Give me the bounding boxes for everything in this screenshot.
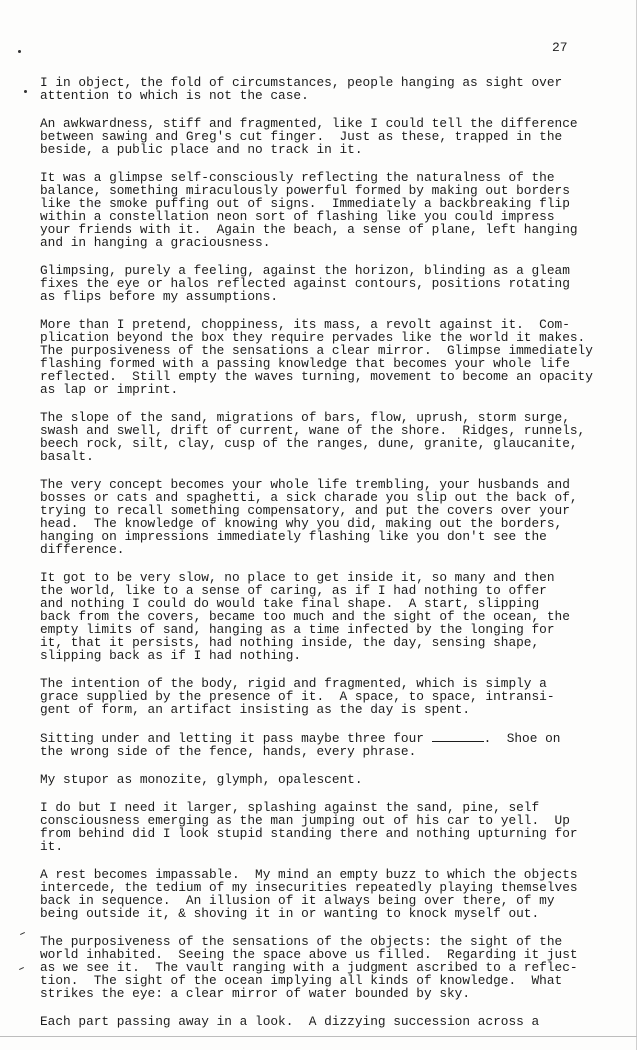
text-line: world inhabited. Seeing the space above us filled. Regarding it just (40, 947, 578, 962)
text-line: difference. (40, 542, 125, 557)
text-line: attention to which is not the case. (40, 88, 309, 103)
margin-mark (18, 50, 21, 53)
text-line: bosses or cats and spaghetti, a sick charade you slip out the back of, (40, 490, 578, 505)
text-line: from behind did I look stupid standing there and nothing upturning for (40, 826, 578, 841)
text-line: The purposiveness of the sensations of the objects: the sight of the (40, 934, 563, 949)
text-line: reflected. Still empty the waves turning, movement to become an opacity (40, 369, 593, 384)
paragraph (40, 478, 580, 556)
text-line: within a constellation neon sort of flashing like you could impress (40, 209, 555, 224)
text-line: My stupor as monozite, glymph, opalescent. (40, 772, 363, 787)
text-line: back from the covers, became too much and the sight of the ocean, the (40, 609, 570, 624)
text-line: consciousness emerging as the man jumping out of his car to yell. Up (40, 813, 570, 828)
page-bottom-edge (0, 1036, 637, 1037)
text-line: plication beyond the box they require pervades like the world it makes. (40, 330, 586, 345)
text-line: back in sequence. An illusion of it always being over there, of my (40, 893, 555, 908)
text-line: It got to be very slow, no place to get inside it, so many and then (40, 570, 555, 585)
paragraph (40, 410, 586, 464)
paragraph (40, 571, 580, 662)
text-line-start: Sitting under and letting it pass maybe three four (40, 731, 432, 746)
text-line: strikes the eye: a clear mirror of water bounded by sky. (40, 986, 471, 1001)
text-line: hanging on impressions immediately flashing like you don't see the (40, 529, 547, 544)
text-line: beside, a public place and no track in it. (40, 142, 363, 157)
text-line: your friends with it. Again the beach, a sense of plane, left hanging (40, 222, 578, 237)
text-line: like the smoke puffing out of signs. Immediately a backbreaking flip (40, 196, 570, 211)
paragraph (40, 1015, 580, 1028)
page-number: 27 (552, 40, 568, 55)
text-line: being outside it, & shoving it in or wanting to knock myself out. (40, 906, 540, 921)
margin-mark (24, 90, 27, 93)
text-line: head. The knowledge of knowing why you did, making out the borders, (40, 516, 563, 531)
paragraph (40, 801, 580, 853)
text-line-end: . Shoe on (483, 731, 561, 746)
text-line: as flips before my assumptions. (40, 289, 279, 304)
text-line: balance, something miraculously powerful formed by making out borders (40, 183, 570, 198)
text-line: beech rock, silt, clay, cusp of the ranges, dune, granite, glaucanite, (40, 436, 578, 451)
paragraph (40, 317, 593, 397)
text-line: it, that it persists, had nothing inside, the day, sensing shape, (40, 635, 540, 650)
text-line: The purposiveness of the sensations a clear mirror. Glimpse immediately (40, 343, 593, 358)
paragraph (40, 773, 580, 786)
text-line: intercede, the tedium of my insecurities repeatedly playing themselves (40, 880, 578, 895)
text-line: grace supplied by the presence of it. A space, to space, intransi- (40, 689, 555, 704)
text-line: Glimpsing, purely a feeling, against the horizon, blinding as a gleam (40, 263, 570, 278)
paragraph (40, 868, 580, 920)
text-line: More than I pretend, choppiness, its mass, a revolt against it. Com- (40, 317, 570, 332)
paragraph (40, 935, 580, 1000)
text-line (40, 731, 580, 745)
text-line: it. (40, 839, 64, 854)
text-line: tion. The sight of the ocean implying all kinds of knowledge. What (40, 973, 563, 988)
paragraph (40, 677, 580, 716)
text-line: I do but I need it larger, splashing against the sand, pine, self (40, 800, 540, 815)
text-line: A rest becomes impassable. My mind an empty buzz to which the objects (40, 867, 578, 882)
text-line: the wrong side of the fence, hands, every phrase. (40, 744, 417, 759)
text-line: basalt. (40, 449, 94, 464)
margin-mark (19, 967, 24, 970)
text-line: between sawing and Greg's cut finger. Just as these, trapped in the (40, 129, 563, 144)
text-line: the world, like to a sense of caring, as if I had nothing to offer (40, 583, 547, 598)
text-line: swash and swell, drift of current, wane of the shore. Ridges, runnels, (40, 423, 586, 438)
paragraph (40, 264, 580, 303)
text-line: empty limits of sand, hanging as a time infected by the longing for (40, 622, 555, 637)
text-line: The slope of the sand, migrations of bars, flow, uprush, storm surge, (40, 410, 570, 425)
text-line: I in object, the fold of circumstances, people hanging as sight over (40, 75, 563, 90)
paragraph (40, 171, 580, 249)
text-line: slipping back as if I had nothing. (40, 648, 302, 663)
text-line: trying to recall something compensatory, and put the covers over your (40, 503, 570, 518)
text-line: as we see it. The vault ranging with a judgment ascribed to a reflec- (40, 960, 578, 975)
text-line: It was a glimpse self-consciously reflecting the naturalness of the (40, 170, 555, 185)
text-body (40, 75, 593, 1043)
text-line: An awkwardness, stiff and fragmented, like I could tell the difference (40, 116, 578, 131)
paragraph (40, 117, 580, 156)
text-line: and nothing I could do would take final shape. A start, slipping (40, 596, 540, 611)
text-line: as lap or imprint. (40, 382, 179, 397)
text-line: gent of form, an artifact insisting as the day is spent. (40, 702, 471, 717)
paragraph (40, 731, 580, 758)
text-line: flashing formed with a passing knowledge that becomes your whole life (40, 356, 570, 371)
text-line: and in hanging a graciousness. (40, 235, 271, 250)
text-line: Each part passing away in a look. A dizzying succession across a (40, 1014, 540, 1029)
text-line: The intention of the body, rigid and fragmented, which is simply a (40, 676, 547, 691)
fill-in-blank (432, 731, 484, 742)
margin-mark (20, 932, 25, 935)
paragraph (40, 76, 580, 102)
text-line: fixes the eye or halos reflected against contours, positions rotating (40, 276, 570, 291)
text-line: The very concept becomes your whole life trembling, your husbands and (40, 477, 570, 492)
